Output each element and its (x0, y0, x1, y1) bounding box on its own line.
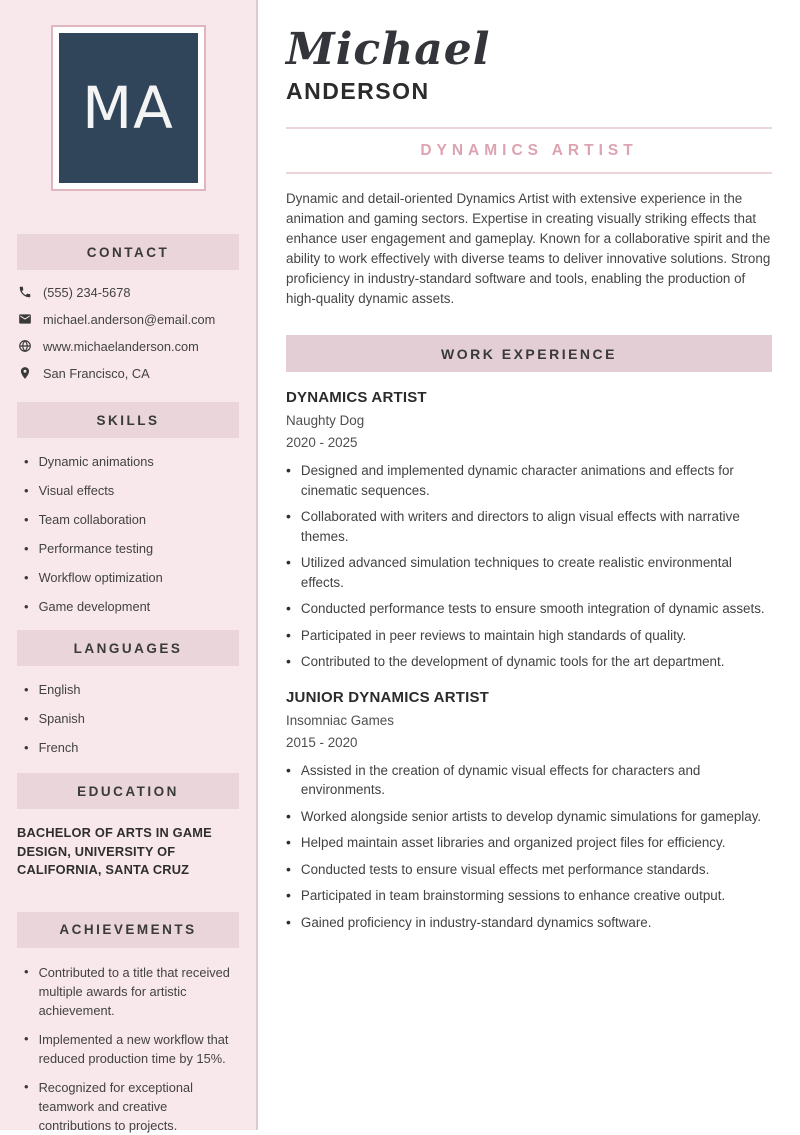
skill-item (24, 569, 242, 587)
location-icon (18, 366, 32, 380)
monogram-box (59, 33, 198, 183)
language-item (24, 710, 242, 728)
achievements-section-header (17, 912, 239, 948)
phone-icon (18, 285, 32, 299)
job-bullet (286, 599, 772, 619)
job-bullet-text: • Worked alongside senior artists to develop dynamic simulations for gameplay. (300, 808, 762, 824)
job-bullet-text: • Gained proficiency in industry-standard dynamics software. (300, 914, 652, 930)
job-bullet (286, 507, 772, 546)
skill-label: • Visual effects (38, 483, 115, 498)
skill-item (24, 598, 242, 616)
job-dates: 2020 - 2025 (286, 435, 358, 450)
contact-row-phone (18, 284, 242, 300)
achievement-text: • Recognized for exceptional teamwork and creative contributions to projects. (38, 1079, 193, 1133)
email-icon (18, 312, 32, 326)
monogram-initials: MA (82, 74, 174, 142)
work-experience-header (286, 335, 772, 372)
skill-item (24, 482, 242, 500)
language-item (24, 681, 242, 699)
contact-phone: (555) 234-5678 (43, 284, 131, 300)
skill-label: • Dynamic animations (38, 454, 154, 469)
job-dates: 2015 - 2020 (286, 734, 358, 750)
job-bullet-text: • Helped maintain asset libraries and organized project files for efficiency. (300, 835, 726, 850)
contact-section-header (17, 234, 239, 270)
job-bullet (286, 913, 772, 933)
skill-label: • Team collaboration (38, 512, 146, 527)
skill-item (24, 540, 242, 558)
job-bullet (286, 553, 772, 592)
sidebar (0, 0, 258, 1133)
contact-location: San Francisco, CA (43, 365, 150, 381)
achievement-item (24, 1078, 242, 1135)
job-bullet (286, 626, 772, 646)
skills-section-header (17, 402, 239, 438)
contact-website: www.michaelanderson.com (43, 338, 199, 354)
job-bullet (286, 461, 772, 500)
job-entry (286, 689, 772, 933)
job-bullet-text: • Conducted tests to ensure visual effects met performance standards. (300, 861, 710, 877)
language-label: • Spanish (38, 711, 85, 726)
contact-list (0, 270, 256, 381)
job-bullet-text: • Participated in peer reviews to maintain high standards of quality. (300, 627, 687, 643)
job-bullet-text: • Utilized advanced simulation techniques to create realistic environmental effects. (300, 555, 732, 590)
contact-row-location (18, 365, 242, 381)
skills-section-title: SKILLS (96, 412, 160, 428)
job-bullet (286, 652, 772, 672)
achievements-list (0, 948, 256, 1135)
job-bullet-list (286, 461, 772, 672)
job-bullet-text: • Contributed to the development of dynamic tools for the art department. (300, 654, 725, 669)
job-company: Naughty Dog (286, 413, 365, 428)
skill-item (24, 511, 242, 529)
main-column (258, 0, 800, 1130)
job-role: JUNIOR DYNAMICS ARTIST (286, 688, 490, 706)
last-name: ANDERSON (286, 78, 430, 104)
job-title: DYNAMICS ARTIST (420, 142, 638, 159)
job-bullet-list (286, 761, 772, 933)
job-bullet (286, 761, 772, 800)
professional-summary: Dynamic and detail-oriented Dynamics Artist with extensive experience in the animation and gaming sectors. Expertise in creating visually striking effects that enhance user engagement and gameplay. Known for a collaborative spirit and the ability to work effectively with diverse teams to deliver innovative solutions. Strong proficiency in industry-standard software and tools, enabling the production of high-quality dynamic assets. (286, 191, 771, 306)
job-bullet-text: • Participated in team brainstorming sessions to enhance creative output. (300, 888, 726, 903)
skill-label: • Workflow optimization (38, 570, 163, 585)
skills-list (0, 438, 256, 616)
languages-section-title: LANGUAGES (73, 640, 183, 656)
contact-row-website (18, 338, 242, 354)
first-name: Michael (286, 24, 491, 75)
contact-row-email (18, 311, 242, 327)
achievement-item (24, 1030, 242, 1068)
languages-section-header (17, 630, 239, 666)
achievement-item (24, 963, 242, 1020)
job-role: DYNAMICS ARTIST (286, 389, 427, 406)
job-company: Insomniac Games (286, 712, 394, 728)
job-bullet (286, 860, 772, 880)
job-bullet-text: • Collaborated with writers and directors to align visual effects with narrative themes. (300, 509, 740, 544)
language-item (24, 739, 242, 757)
globe-icon (18, 339, 32, 353)
work-experience-title: WORK EXPERIENCE (441, 345, 617, 362)
job-bullet-text: • Assisted in the creation of dynamic visual effects for characters and environments. (300, 762, 701, 797)
language-label: • English (38, 682, 81, 697)
languages-list (0, 666, 256, 757)
achievements-section-title: ACHIEVEMENTS (59, 922, 197, 937)
monogram-frame (51, 25, 206, 191)
achievement-text: • Implemented a new workflow that reduced production time by 15%. (38, 1031, 229, 1066)
education-section-title: EDUCATION (77, 783, 179, 799)
job-bullet-text: • Conducted performance tests to ensure smooth integration of dynamic assets. (300, 601, 765, 616)
achievement-text: • Contributed to a title that received multiple awards for artistic achievement. (38, 964, 230, 1018)
job-bullet (286, 886, 772, 906)
job-entry (286, 389, 772, 672)
skill-item (24, 453, 242, 471)
contact-section-title: CONTACT (86, 244, 170, 260)
education-section-header (17, 773, 239, 809)
skill-label: • Game development (38, 599, 151, 614)
language-label: • French (38, 740, 79, 755)
skill-label: • Performance testing (38, 541, 154, 556)
education-degree: BACHELOR OF ARTS IN GAME DESIGN, UNIVERSITY OF CALIFORNIA, SANTA CRUZ (17, 825, 212, 877)
job-bullet (286, 807, 772, 827)
job-bullet-text: • Designed and implemented dynamic character animations and effects for cinematic sequences. (300, 463, 734, 498)
job-bullet (286, 833, 772, 853)
contact-email: michael.anderson@email.com (43, 311, 216, 327)
job-title-banner (286, 127, 772, 174)
